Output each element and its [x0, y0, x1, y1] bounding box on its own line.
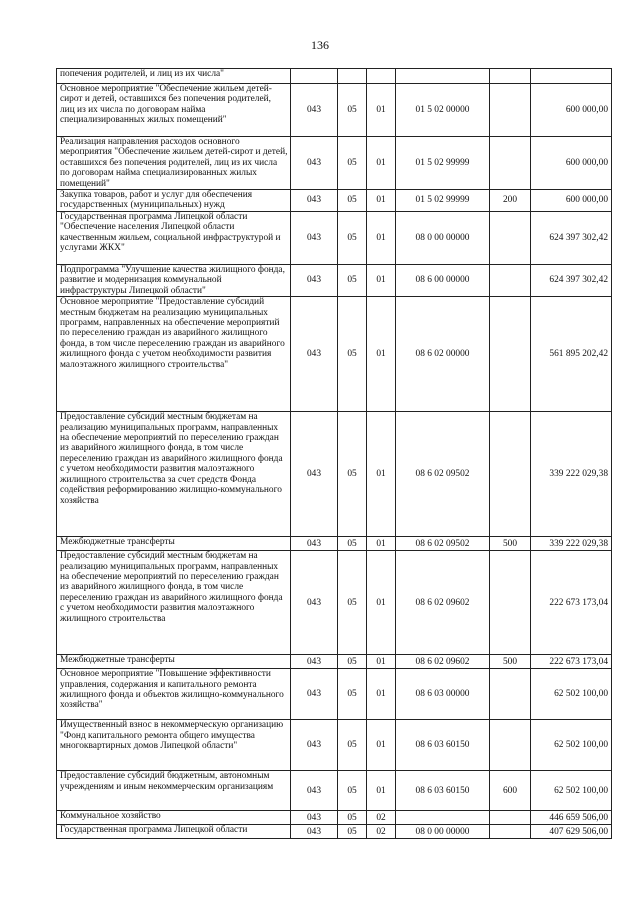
row-amount: 339 222 029,38	[531, 537, 612, 551]
row-ministry-code	[291, 69, 338, 84]
row-amount: 62 502 100,00	[531, 720, 612, 771]
row-name: Подпрограмма "Улучшение качества жилищного фонда, развитие и модернизация коммунальной инфраструктуры Липецкой области"	[57, 265, 291, 297]
row-target-article: 08 6 02 09502	[396, 412, 490, 537]
table-row	[57, 720, 612, 771]
table-row	[57, 537, 612, 551]
row-subsection-code: 02	[367, 811, 396, 825]
table-row	[57, 84, 612, 137]
row-target-article: 01 5 02 99999	[396, 137, 490, 190]
row-target-article	[396, 811, 490, 825]
row-expense-type	[490, 412, 531, 537]
table-row	[57, 297, 612, 412]
row-subsection-code	[367, 69, 396, 84]
row-expense-type	[490, 551, 531, 655]
row-ministry-code: 043	[291, 265, 338, 297]
table-row	[57, 551, 612, 655]
row-target-article: 01 5 02 99999	[396, 190, 490, 212]
row-subsection-code: 02	[367, 825, 396, 839]
row-name: Имущественный взнос в некоммерческую организацию "Фонд капитального ремонта общего имущества многоквартирных домов Липецкой области"	[57, 720, 291, 771]
row-subsection-code: 01	[367, 771, 396, 811]
row-amount: 446 659 506,00	[531, 811, 612, 825]
table-row	[57, 811, 612, 825]
row-amount	[531, 69, 612, 84]
table-row	[57, 771, 612, 811]
row-ministry-code: 043	[291, 720, 338, 771]
row-target-article: 08 0 00 00000	[396, 212, 490, 265]
row-name: Государственная программа Липецкой области	[57, 825, 291, 839]
row-ministry-code: 043	[291, 537, 338, 551]
row-expense-type	[490, 811, 531, 825]
row-expense-type	[490, 137, 531, 190]
row-expense-type	[490, 825, 531, 839]
row-name: Государственная программа Липецкой области "Обеспечение населения Липецкой области качественным жильем, социальной инфраструктурой и услугами ЖКХ"	[57, 212, 291, 265]
row-section-code	[338, 69, 367, 84]
row-subsection-code: 01	[367, 84, 396, 137]
row-ministry-code: 043	[291, 825, 338, 839]
row-ministry-code: 043	[291, 212, 338, 265]
row-target-article: 08 6 03 60150	[396, 771, 490, 811]
row-amount: 600 000,00	[531, 84, 612, 137]
row-target-article: 08 6 02 09502	[396, 537, 490, 551]
row-section-code: 05	[338, 190, 367, 212]
row-target-article: 08 6 03 60150	[396, 720, 490, 771]
row-ministry-code: 043	[291, 137, 338, 190]
row-section-code: 05	[338, 720, 367, 771]
row-name: попечения родителей, и лиц из их числа"	[57, 69, 291, 84]
row-section-code: 05	[338, 212, 367, 265]
table-row	[57, 137, 612, 190]
row-target-article: 01 5 02 00000	[396, 84, 490, 137]
row-target-article: 08 6 00 00000	[396, 265, 490, 297]
row-amount: 339 222 029,38	[531, 412, 612, 537]
table-row	[57, 655, 612, 669]
row-name: Реализация направления расходов основного мероприятия "Обеспечение жильем детей-сирот и детей, оставшихся без попечения родителей, лиц из их числа по договорам найма специализированных жилых помещений"	[57, 137, 291, 190]
row-subsection-code: 01	[367, 669, 396, 720]
row-expense-type: 600	[490, 771, 531, 811]
row-amount: 222 673 173,04	[531, 551, 612, 655]
row-expense-type: 200	[490, 190, 531, 212]
row-name: Закупка товаров, работ и услуг для обеспечения государственных (муниципальных) нужд	[57, 190, 291, 212]
row-amount: 624 397 302,42	[531, 212, 612, 265]
row-name: Межбюджетные трансферты	[57, 655, 291, 669]
row-subsection-code: 01	[367, 297, 396, 412]
row-expense-type	[490, 212, 531, 265]
row-section-code: 05	[338, 669, 367, 720]
row-expense-type	[490, 265, 531, 297]
row-target-article	[396, 69, 490, 84]
row-name: Предоставление субсидий местным бюджетам на реализацию муниципальных программ, направленных на обеспечение мероприятий по переселению граждан из аварийного жилищного фонда, в том числе переселению граждан из аварийного жилищного фонда с учетом необходимости развития малоэтажного жилищного строительства за счет средств Фонда содействия реформированию жилищно-коммунального хозяйства	[57, 412, 291, 537]
table-row	[57, 825, 612, 839]
row-amount: 222 673 173,04	[531, 655, 612, 669]
row-subsection-code: 01	[367, 551, 396, 655]
row-target-article: 08 6 02 09602	[396, 551, 490, 655]
row-expense-type: 500	[490, 655, 531, 669]
page-number: 136	[311, 38, 329, 52]
row-section-code: 05	[338, 412, 367, 537]
row-section-code: 05	[338, 137, 367, 190]
table-row	[57, 212, 612, 265]
row-amount: 407 629 506,00	[531, 825, 612, 839]
row-section-code: 05	[338, 811, 367, 825]
row-expense-type	[490, 669, 531, 720]
row-section-code: 05	[338, 771, 367, 811]
row-target-article: 08 6 02 09602	[396, 655, 490, 669]
row-ministry-code: 043	[291, 297, 338, 412]
row-expense-type	[490, 84, 531, 137]
row-name: Основное мероприятие "Обеспечение жильем детей-сирот и детей, оставшихся без попечения родителей, лиц из их числа по договорам найма специализированных жилых помещений"	[57, 84, 291, 137]
row-subsection-code: 01	[367, 212, 396, 265]
row-amount: 62 502 100,00	[531, 771, 612, 811]
row-amount: 600 000,00	[531, 137, 612, 190]
row-name: Основное мероприятие "Повышение эффективности управления, содержания и капитального ремонта жилищного фонда и объектов жилищно-коммунального хозяйства"	[57, 669, 291, 720]
row-ministry-code: 043	[291, 190, 338, 212]
row-ministry-code: 043	[291, 551, 338, 655]
budget-table-body	[57, 69, 612, 839]
row-amount: 600 000,00	[531, 190, 612, 212]
table-row	[57, 69, 612, 84]
table-row	[57, 190, 612, 212]
row-ministry-code: 043	[291, 811, 338, 825]
row-ministry-code: 043	[291, 412, 338, 537]
row-section-code: 05	[338, 537, 367, 551]
row-target-article: 08 6 02 00000	[396, 297, 490, 412]
table-row	[57, 265, 612, 297]
row-subsection-code: 01	[367, 190, 396, 212]
row-name: Предоставление субсидий бюджетным, автономным учреждениям и иным некоммерческим организациям	[57, 771, 291, 811]
row-name: Предоставление субсидий местным бюджетам на реализацию муниципальных программ, направленных на обеспечение мероприятий по переселению граждан из аварийного жилищного фонда, в том числе переселению граждан из аварийного жилищного фонда с учетом необходимости развития малоэтажного жилищного строительства	[57, 551, 291, 655]
row-section-code: 05	[338, 825, 367, 839]
row-subsection-code: 01	[367, 412, 396, 537]
row-ministry-code: 043	[291, 669, 338, 720]
row-amount: 624 397 302,42	[531, 265, 612, 297]
row-section-code: 05	[338, 84, 367, 137]
row-expense-type	[490, 720, 531, 771]
row-target-article: 08 6 03 00000	[396, 669, 490, 720]
row-name: Основное мероприятие "Предоставление субсидий местным бюджетам на реализацию муниципальных программ, направленных на обеспечение мероприятий по переселению граждан из аварийного жилищного фонда, в том числе переселению граждан из аварийного жилищного фонда с учетом необходимости развития малоэтажного жилищного строительства"	[57, 297, 291, 412]
budget-table	[56, 68, 612, 839]
row-section-code: 05	[338, 655, 367, 669]
row-subsection-code: 01	[367, 265, 396, 297]
row-section-code: 05	[338, 297, 367, 412]
row-expense-type	[490, 297, 531, 412]
row-amount: 62 502 100,00	[531, 669, 612, 720]
row-subsection-code: 01	[367, 655, 396, 669]
row-subsection-code: 01	[367, 537, 396, 551]
row-subsection-code: 01	[367, 137, 396, 190]
row-ministry-code: 043	[291, 771, 338, 811]
row-section-code: 05	[338, 265, 367, 297]
row-expense-type	[490, 69, 531, 84]
row-ministry-code: 043	[291, 655, 338, 669]
row-amount: 561 895 202,42	[531, 297, 612, 412]
row-subsection-code: 01	[367, 720, 396, 771]
row-name: Межбюджетные трансферты	[57, 537, 291, 551]
row-section-code: 05	[338, 551, 367, 655]
row-expense-type: 500	[490, 537, 531, 551]
table-row	[57, 669, 612, 720]
row-target-article: 08 0 00 00000	[396, 825, 490, 839]
table-row	[57, 412, 612, 537]
row-name: Коммунальное хозяйство	[57, 811, 291, 825]
row-ministry-code: 043	[291, 84, 338, 137]
